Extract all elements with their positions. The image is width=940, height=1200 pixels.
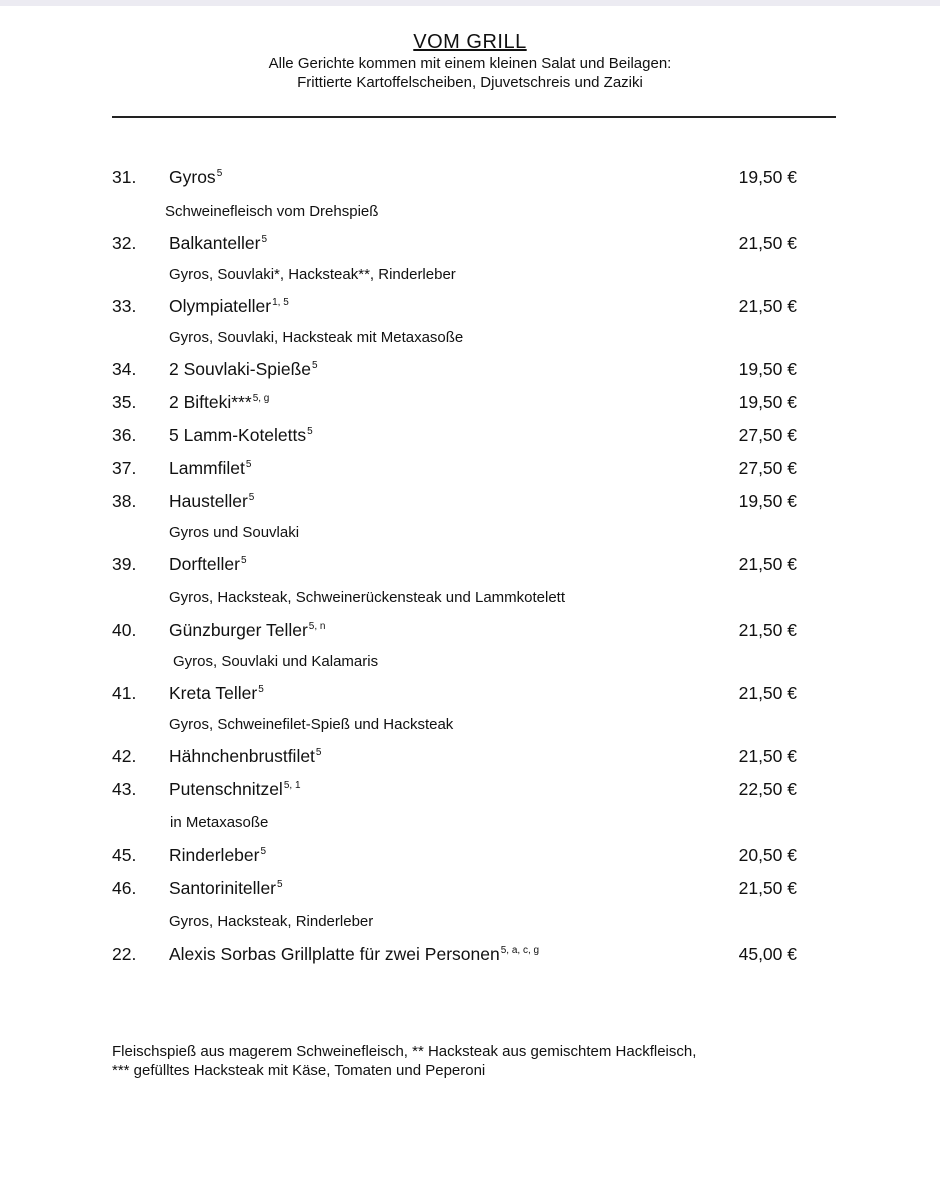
top-bar — [0, 0, 940, 6]
menu-item — [0, 164, 940, 190]
item-name: Günzburger Teller$^{5, n}$ — [169, 620, 326, 640]
item-name: Balkanteller$^5$ — [169, 233, 268, 253]
item-price: 21,50 € — [738, 683, 797, 703]
item-name: Alexis Sorbas Grillplatte für zwei Personen$^{5, a, c, g}$ — [169, 944, 540, 964]
allergen-codes: 5 — [245, 459, 252, 470]
item-number: 36. — [112, 425, 137, 445]
item-name: Santoriniteller$^5$ — [169, 878, 283, 898]
item-price: 22,50 € — [738, 779, 797, 799]
header-divider — [112, 116, 836, 118]
page-title: VOM GRILL — [413, 31, 527, 53]
menu-item — [0, 389, 940, 415]
allergen-codes: 1, 5 — [272, 297, 289, 308]
subtitle-line-1: Alle Gerichte kommen mit einem kleinen Salat und Beilagen: — [268, 55, 672, 72]
item-number: 22. — [112, 944, 137, 964]
item-name: Kreta Teller$^5$ — [169, 683, 264, 703]
item-price: 19,50 € — [738, 392, 797, 412]
item-number: 34. — [112, 359, 137, 379]
item-description: Gyros und Souvlaki — [169, 524, 300, 541]
item-price: 27,50 € — [738, 458, 797, 478]
item-description: Schweinefleisch vom Drehspieß — [165, 203, 379, 220]
item-number: 39. — [112, 554, 137, 574]
item-number: 32. — [112, 233, 137, 253]
menu-item — [0, 551, 940, 577]
footnote-line-2: *** gefülltes Hacksteak mit Käse, Tomaten und Peperoni — [112, 1062, 486, 1079]
allergen-codes: 5 — [216, 168, 223, 179]
item-name: Dorfteller$^5$ — [169, 554, 247, 574]
item-price: 19,50 € — [738, 491, 797, 511]
item-name: 2 Souvlaki-Spieße$^5$ — [169, 359, 318, 379]
menu-item — [0, 488, 940, 514]
item-number: 33. — [112, 296, 137, 316]
item-description: Gyros, Hacksteak, Schweinerückensteak und Lammkotelett — [169, 589, 566, 606]
item-name: Olympiateller$^{1, 5}$ — [169, 296, 289, 316]
allergen-codes: 5 — [241, 555, 247, 566]
allergen-codes: 5, a, c, g — [500, 945, 540, 956]
item-number: 46. — [112, 878, 137, 898]
footnotes — [112, 1042, 696, 1080]
menu-header — [0, 30, 940, 92]
allergen-codes: 5 — [261, 234, 268, 245]
item-description: in Metaxasoße — [170, 814, 269, 831]
item-name: Gyros$^5$ — [169, 167, 223, 187]
allergen-codes: 5 — [277, 879, 283, 890]
menu-item — [0, 293, 940, 319]
item-name: 2 Bifteki***$^{5, g}$ — [169, 392, 270, 412]
item-price: 21,50 € — [738, 296, 797, 316]
item-name: Hausteller$^5$ — [169, 491, 255, 511]
item-number: 42. — [112, 746, 137, 766]
item-number: 40. — [112, 620, 137, 640]
subtitle-line-2: Frittierte Kartoffelscheiben, Djuvetschreis und Zaziki — [297, 74, 643, 91]
item-price: 21,50 € — [738, 554, 797, 574]
item-number: 37. — [112, 458, 137, 478]
allergen-codes: 5, 1 — [283, 780, 301, 791]
footnote-line-1: Fleischspieß aus magerem Schweinefleisch, ** Hacksteak aus gemischtem Hackfleisch, — [112, 1043, 697, 1060]
item-description: Gyros, Souvlaki und Kalamaris — [173, 653, 379, 670]
item-price: 21,50 € — [738, 878, 797, 898]
allergen-codes: 5, n — [308, 621, 326, 632]
item-number: 31. — [112, 167, 137, 187]
item-price: 27,50 € — [738, 425, 797, 445]
item-price: 21,50 € — [738, 233, 797, 253]
item-number: 41. — [112, 683, 137, 703]
allergen-codes: 5 — [258, 684, 264, 695]
menu-item — [0, 875, 940, 901]
allergen-codes: 5 — [307, 426, 313, 437]
item-price: 45,00 € — [738, 944, 797, 964]
item-description: Gyros, Hacksteak, Rinderleber — [169, 913, 374, 930]
allergen-codes: 5 — [312, 360, 318, 371]
item-number: 43. — [112, 779, 137, 799]
item-description: Gyros, Souvlaki, Hacksteak mit Metaxasoße — [169, 329, 464, 346]
item-name: 5 Lamm-Koteletts$^5$ — [169, 425, 313, 445]
allergen-codes: 5, g — [252, 393, 270, 404]
allergen-codes: 5 — [315, 747, 322, 758]
item-number: 38. — [112, 491, 137, 511]
item-number: 35. — [112, 392, 137, 412]
item-price: 21,50 € — [738, 746, 797, 766]
item-price: 19,50 € — [738, 359, 797, 379]
menu-item — [0, 842, 940, 868]
menu-item — [0, 455, 940, 481]
menu-item — [0, 422, 940, 448]
menu-item — [0, 743, 940, 769]
item-name: Putenschnitzel$^{5, 1}$ — [169, 779, 301, 799]
allergen-codes: 5 — [248, 492, 255, 503]
allergen-codes: 5 — [260, 846, 267, 857]
item-price: 20,50 € — [738, 845, 797, 865]
item-description: Gyros, Souvlaki*, Hacksteak**, Rinderleber — [169, 266, 456, 283]
menu-item — [0, 776, 940, 802]
menu-item — [0, 617, 940, 643]
menu-item — [0, 356, 940, 382]
item-name: Rinderleber$^5$ — [169, 845, 267, 865]
item-description: Gyros, Schweinefilet-Spieß und Hacksteak — [169, 716, 454, 733]
item-price: 21,50 € — [738, 620, 797, 640]
item-name: Hähnchenbrustfilet$^5$ — [169, 746, 322, 766]
item-name: Lammfilet$^5$ — [169, 458, 252, 478]
item-number: 45. — [112, 845, 137, 865]
item-price: 19,50 € — [738, 167, 797, 187]
menu-item — [0, 680, 940, 706]
menu-item — [0, 941, 940, 967]
menu-item — [0, 230, 940, 256]
